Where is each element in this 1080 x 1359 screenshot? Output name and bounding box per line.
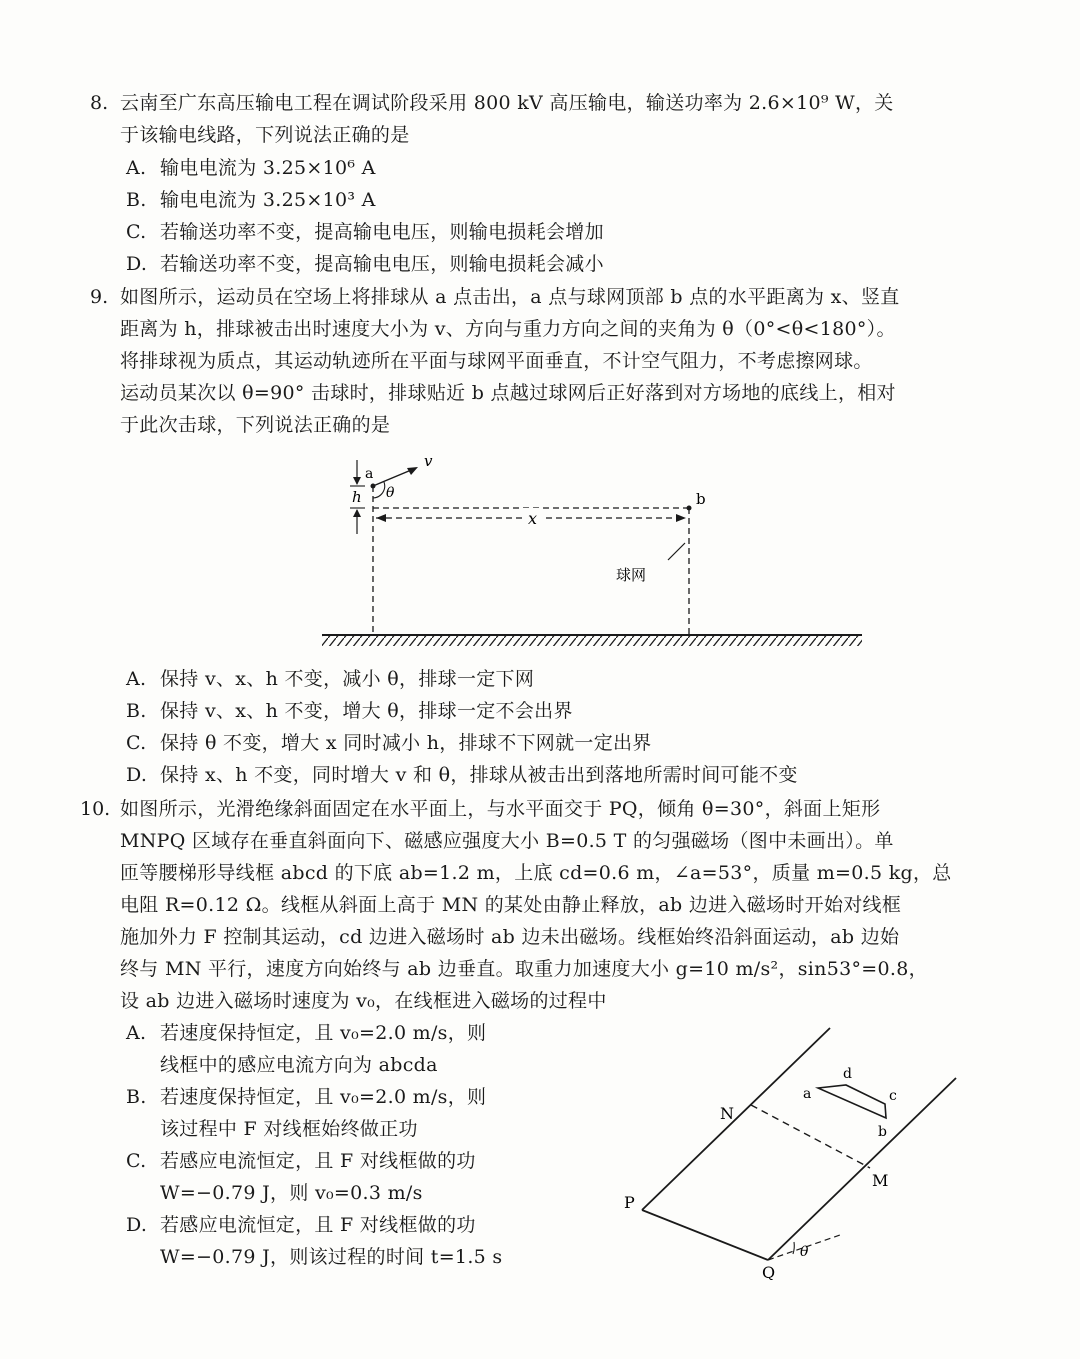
option-text: 输电电流为 3.25×10³ A [160, 189, 376, 211]
label-x: x [528, 509, 538, 528]
label-M: M [872, 1171, 889, 1190]
question-10-option-c-line-2: W=−0.79 J，则 v₀=0.3 m/s [160, 1182, 423, 1204]
question-10-stem-line-2: MNPQ 区域存在垂直斜面向下、磁感应强度大小 B=0.5 T 的匀强磁场（图中未画出）。单 [120, 830, 894, 852]
x-arrow-right [676, 514, 686, 522]
label-N: N [720, 1104, 734, 1123]
option-letter: B. [126, 1086, 147, 1108]
option-letter: A. [126, 1022, 147, 1044]
question-9-stem-line-4: 运动员某次以 θ=90° 击球时，排球贴近 b 点越过球网后正好落到对方场地的底线上，相对 [120, 382, 896, 404]
question-9-stem-line-2: 距离为 h，排球被击出时速度大小为 v、方向与重力方向之间的夹角为 θ（0°<θ<180°）。 [120, 318, 896, 340]
question-10-stem-line-4: 电阻 R=0.12 Ω。线框从斜面上高于 MN 的某处由静止释放，ab 边进入磁场时开始对线框 [120, 894, 902, 916]
question-10-option-a [126, 1020, 486, 1046]
option-text: 保持 v、x、h 不变，增大 θ，排球一定不会出界 [160, 700, 573, 722]
question-8-stem-line-1: 云南至广东高压输电工程在调试阶段采用 800 kV 高压输电，输送功率为 2.6×10⁹ W，关 [120, 92, 894, 114]
question-10-option-b [126, 1084, 486, 1110]
option-letter: D. [126, 764, 148, 786]
question-10-stem-line-3: 匝等腰梯形导线框 abcd 的下底 ab=1.2 m，上底 cd=0.6 m，∠a=53°，质量 m=0.5 kg，总 [120, 862, 952, 884]
boundary-mn [751, 1105, 870, 1168]
option-letter: B. [126, 700, 147, 722]
question-9-option-b [126, 698, 573, 724]
option-text-line-1: 若速度保持恒定，且 v₀=2.0 m/s，则 [160, 1022, 487, 1044]
option-text: 保持 v、x、h 不变，减小 θ，排球一定下网 [160, 668, 535, 690]
edge-pq [642, 1210, 768, 1260]
option-letter: B. [126, 189, 147, 211]
question-10-option-a-line-2: 线框中的感应电流方向为 abcda [160, 1054, 438, 1076]
question-10-stem-line-5: 施加外力 F 控制其运动，cd 边进入磁场时 ab 边未出磁场。线框始终沿斜面运动，ab 边始 [120, 926, 900, 948]
question-9-number: 9. [90, 286, 109, 308]
question-8-option-b [126, 187, 376, 213]
label-b: b [696, 490, 706, 508]
label-h: h [352, 488, 362, 506]
label-theta: θ [800, 1244, 809, 1260]
option-letter: D. [126, 253, 148, 275]
incline-figure [600, 1020, 980, 1280]
question-9-option-c [126, 730, 652, 756]
label-a: a [365, 466, 374, 482]
label-Q: Q [762, 1263, 776, 1280]
label-P: P [624, 1193, 635, 1212]
rail-upper [642, 1028, 830, 1210]
option-text: 保持 θ 不变，增大 x 同时减小 h，排球不下网就一定出界 [160, 732, 652, 754]
question-10-number: 10. [80, 798, 111, 820]
question-10-stem-line-6: 终与 MN 平行，速度方向始终与 ab 边垂直。取重力加速度大小 g=10 m/s²，sin53°=0.8， [120, 958, 928, 980]
option-letter: D. [126, 1214, 148, 1236]
label-net: 球网 [616, 566, 647, 584]
theta-arc [793, 1242, 794, 1254]
question-10-option-c [126, 1148, 476, 1174]
label-theta: θ [386, 485, 395, 501]
option-letter: C. [126, 1150, 147, 1172]
question-10-option-d-line-2: W=−0.79 J，则该过程的时间 t=1.5 s [160, 1246, 503, 1268]
question-9-stem-line-1: 如图所示，运动员在空场上将排球从 a 点击出，a 点与球网顶部 b 点的水平距离为 x、竖直 [120, 286, 900, 308]
x-arrow-left [376, 514, 386, 522]
volleyball-figure [320, 448, 880, 658]
question-9-stem-line-5: 于此次击球，下列说法正确的是 [120, 414, 391, 436]
label-v: v [424, 452, 433, 470]
question-10-option-b-line-2: 该过程中 F 对线框始终做正功 [160, 1118, 418, 1140]
question-9-option-d [126, 762, 798, 788]
option-text-line-1: 若感应电流恒定，且 F 对线框做的功 [160, 1150, 476, 1172]
question-8-option-a [126, 155, 376, 181]
rail-lower [768, 1078, 956, 1260]
label-d: d [843, 1066, 852, 1082]
label-a: a [803, 1086, 812, 1102]
option-letter: A. [126, 157, 147, 179]
option-text: 若输送功率不变，提高输电电压，则输电损耗会减小 [160, 253, 604, 275]
option-letter: C. [126, 221, 147, 243]
net-leader [668, 543, 685, 560]
label-b: b [878, 1124, 887, 1140]
option-text: 若输送功率不变，提高输电电压，则输电损耗会增加 [160, 221, 604, 243]
question-9-option-a [126, 666, 534, 692]
option-text-line-1: 若速度保持恒定，且 v₀=2.0 m/s，则 [160, 1086, 487, 1108]
question-8-number: 8. [90, 92, 109, 114]
option-text: 输电电流为 3.25×10⁶ A [160, 157, 376, 179]
option-text: 保持 x、h 不变，同时增大 v 和 θ，排球从被击出到落地所需时间可能不变 [160, 764, 798, 786]
option-letter: A. [126, 668, 147, 690]
option-text-line-1: 若感应电流恒定，且 F 对线框做的功 [160, 1214, 476, 1236]
question-8-stem-line-2: 于该输电线路，下列说法正确的是 [120, 124, 410, 146]
question-10-stem-line-7: 设 ab 边进入磁场时速度为 v₀，在线框进入磁场的过程中 [120, 990, 607, 1012]
question-8-option-d [126, 251, 604, 277]
question-8-option-c [126, 219, 604, 245]
question-9-stem-line-3: 将排球视为质点，其运动轨迹所在平面与球网平面垂直，不计空气阻力，不考虑擦网球。 [120, 350, 873, 372]
ground-hatch [322, 636, 862, 646]
option-letter: C. [126, 732, 147, 754]
question-10-option-d [126, 1212, 476, 1238]
question-10-stem-line-1: 如图所示，光滑绝缘斜面固定在水平面上，与水平面交于 PQ，倾角 θ=30°，斜面上矩形 [120, 798, 881, 820]
trapezoid-frame [818, 1085, 886, 1118]
label-c: c [889, 1088, 897, 1104]
